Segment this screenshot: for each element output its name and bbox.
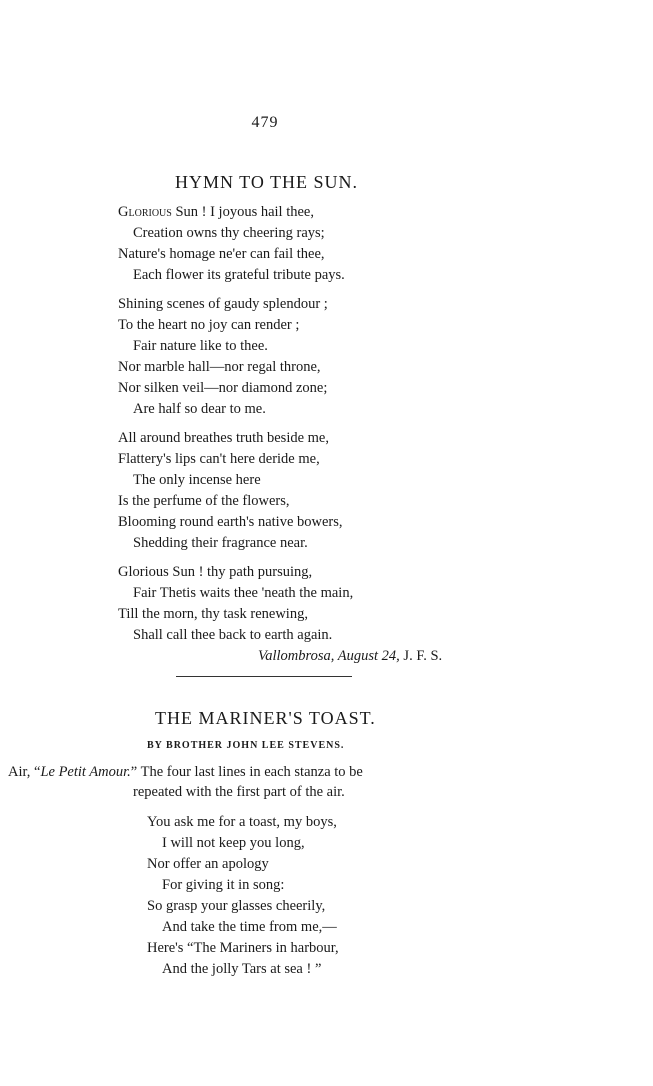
- poem-line: For giving it in song:: [162, 877, 285, 893]
- poem-line: Each flower its grateful tribute pays.: [133, 267, 345, 283]
- signature-place: Vallombrosa, August 24,: [258, 648, 400, 664]
- poem-line: Blooming round earth's native bowers,: [118, 514, 343, 530]
- poem-line: Are half so dear to me.: [133, 401, 266, 417]
- air-note: [8, 764, 363, 781]
- poem-line: Here's “The Mariners in harbour,: [147, 940, 339, 956]
- poem-line: Shall call thee back to earth again.: [133, 627, 333, 643]
- air-rest: ” The four last lines in each stanza to be: [130, 764, 363, 780]
- poem-line: Is the perfume of the flowers,: [118, 493, 290, 509]
- poem-line: Shedding their fragrance near.: [133, 535, 308, 551]
- poem-line: Fair nature like to thee.: [133, 338, 268, 354]
- poem-line: You ask me for a toast, my boys,: [147, 814, 337, 830]
- poem-line: So grasp your glasses cheerily,: [147, 898, 326, 914]
- poem-line: Till the morn, thy task renewing,: [118, 606, 308, 622]
- poem-line: Nature's homage ne'er can fail thee,: [118, 246, 325, 262]
- poem-title: HYMN TO THE SUN.: [175, 172, 359, 192]
- poem-line: Nor offer an apology: [147, 856, 269, 872]
- poem-line: [118, 202, 314, 222]
- drop-letter: G: [118, 204, 129, 220]
- poem-line: Glorious Sun ! thy path pursuing,: [118, 564, 313, 580]
- section-divider: [176, 676, 352, 677]
- line-text: Sun ! I joyous hail thee,: [171, 204, 314, 220]
- poem-line: All around breathes truth beside me,: [118, 430, 329, 446]
- poem-line: Nor silken veil—nor diamond zone;: [118, 380, 328, 396]
- poem-line: Creation owns thy cheering rays;: [133, 225, 325, 241]
- poem-line: And take the time from me,—: [162, 919, 337, 935]
- poem-line: The only incense here: [133, 472, 261, 488]
- air-prefix: Air, “: [8, 764, 41, 780]
- poem-line: To the heart no joy can render ;: [118, 317, 300, 333]
- air-note-line2: repeated with the first part of the air.: [133, 784, 345, 800]
- poem-title: THE MARINER'S TOAST.: [155, 708, 376, 728]
- poem-line: And the jolly Tars at sea ! ”: [162, 961, 322, 977]
- poem-line: Nor marble hall—nor regal throne,: [118, 359, 321, 375]
- poem-line: Fair Thetis waits thee 'neath the main,: [133, 585, 354, 601]
- air-name: Le Petit Amour.: [40, 764, 131, 780]
- small-caps-word: lorious: [128, 204, 172, 220]
- poem-line: I will not keep you long,: [162, 835, 305, 851]
- poem-line: Shining scenes of gaudy splendour ;: [118, 296, 328, 312]
- page-number: 479: [251, 114, 279, 131]
- signature-initials: J. F. S.: [399, 648, 443, 664]
- poem-line: Flattery's lips can't here deride me,: [118, 451, 320, 467]
- poem-byline: BY BROTHER JOHN LEE STEVENS.: [147, 740, 345, 751]
- signature: [258, 646, 442, 666]
